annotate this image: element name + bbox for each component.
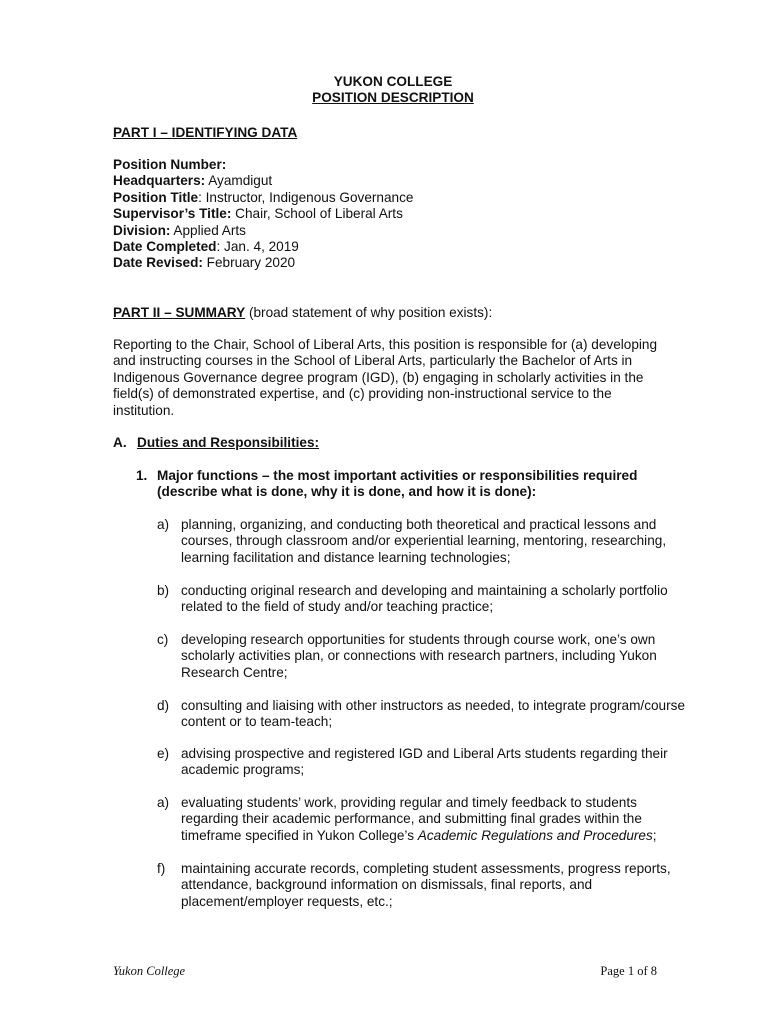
field-value: : Instructor, Indigenous Governance bbox=[198, 189, 414, 205]
list-marker: e) bbox=[157, 746, 170, 761]
part2-heading: PART II – SUMMARY bbox=[113, 305, 246, 320]
list-marker: a) bbox=[157, 795, 170, 810]
list-item bbox=[157, 632, 687, 681]
document-title: POSITION DESCRIPTION bbox=[312, 90, 474, 106]
list-item bbox=[157, 795, 687, 844]
list-item bbox=[157, 746, 687, 779]
list-item bbox=[157, 698, 687, 731]
section-a-marker: A. bbox=[113, 435, 127, 450]
list-text: consulting and liaising with other instructors as needed, to integrate program/course content or to team-teach; bbox=[181, 698, 686, 730]
list-marker: b) bbox=[157, 583, 170, 598]
part2-heading-row bbox=[113, 305, 673, 321]
list-item bbox=[157, 583, 687, 616]
field-value: Ayamdigut bbox=[205, 173, 273, 189]
list-marker: a) bbox=[157, 517, 170, 532]
field-date-completed bbox=[113, 239, 673, 255]
footer-left: Yukon College bbox=[113, 964, 186, 978]
org-name: YUKON COLLEGE bbox=[333, 74, 453, 89]
field-value: Chair, School of Liberal Arts bbox=[231, 206, 403, 222]
list-item bbox=[157, 861, 687, 910]
field-label: Supervisor’s Title: bbox=[113, 206, 232, 222]
field-value: February 2020 bbox=[202, 255, 296, 271]
identifying-data-fields bbox=[113, 157, 673, 272]
page-number: Page 1 of 8 bbox=[600, 964, 657, 978]
list-text: maintaining accurate records, completing student assessments, progress reports, attendance, background information on dismissals, final reports, and placement/employer requests, etc.; bbox=[181, 861, 671, 909]
field-value: : Jan. 4, 2019 bbox=[216, 239, 299, 255]
list-marker: f) bbox=[157, 861, 166, 876]
field-label: Position Number: bbox=[113, 157, 227, 172]
summary-paragraph: Reporting to the Chair, School of Liberal Arts, this position is responsible for (a) developing and instructing courses in the School of Liberal Arts, particularly the Bachelor of Arts in Indigenous Governance degree program (IGD), (b) engaging in scholarly activities in the field(s) of demonstrated expertise, and (c) providing non-instructional service to the institution. bbox=[113, 337, 658, 418]
field-label: Division: bbox=[113, 222, 171, 238]
field-position-number bbox=[113, 157, 673, 173]
part1-heading: PART I – IDENTIFYING DATA bbox=[113, 125, 298, 140]
section-a-heading-row bbox=[113, 435, 673, 451]
list-text: advising prospective and registered IGD and Liberal Arts students regarding their academic programs; bbox=[181, 746, 668, 778]
major-functions-item bbox=[136, 468, 656, 501]
part2-heading-note: (broad statement of why position exists): bbox=[245, 305, 493, 320]
field-position-title bbox=[113, 190, 673, 206]
list-text-tail: ; bbox=[652, 827, 657, 843]
field-division bbox=[113, 223, 673, 239]
field-date-revised bbox=[113, 255, 673, 271]
list-item bbox=[157, 517, 687, 566]
list-text bbox=[181, 795, 687, 844]
list-text-main: evaluating students’ work, providing regular and timely feedback to students regarding their academic performance, and submitting final grades within the timeframe specified in Yukon College’s bbox=[181, 795, 642, 843]
list-text: conducting original research and developing and maintaining a scholarly portfolio related to the field of study and/or teaching practice; bbox=[181, 583, 668, 615]
item-marker: 1. bbox=[136, 468, 148, 483]
field-label: Date Revised: bbox=[113, 255, 203, 271]
regulations-title: Academic Regulations and Procedures bbox=[417, 827, 653, 843]
list-text: planning, organizing, and conducting both theoretical and practical lessons and courses, through classroom and/or experiential learning, mentoring, researching, learning facilitation and distance learning technologies; bbox=[181, 517, 667, 565]
list-text: developing research opportunities for students through course work, one’s own scholarly activities plan, or connections with research partners, including Yukon Research Centre; bbox=[181, 632, 657, 680]
field-label: Date Completed bbox=[113, 239, 217, 255]
list-marker: d) bbox=[157, 698, 170, 713]
field-label: Position Title bbox=[113, 189, 199, 205]
field-headquarters bbox=[113, 173, 673, 189]
field-value: Applied Arts bbox=[170, 222, 246, 238]
document-header bbox=[113, 74, 673, 107]
section-a-heading: Duties and Responsibilities: bbox=[137, 435, 320, 450]
field-supervisor-title bbox=[113, 206, 673, 222]
list-marker: c) bbox=[157, 632, 169, 647]
field-label: Headquarters: bbox=[113, 173, 206, 189]
item-text: Major functions – the most important activities or responsibilities required (describe what is done, why it is done, and how it is done): bbox=[157, 468, 638, 500]
